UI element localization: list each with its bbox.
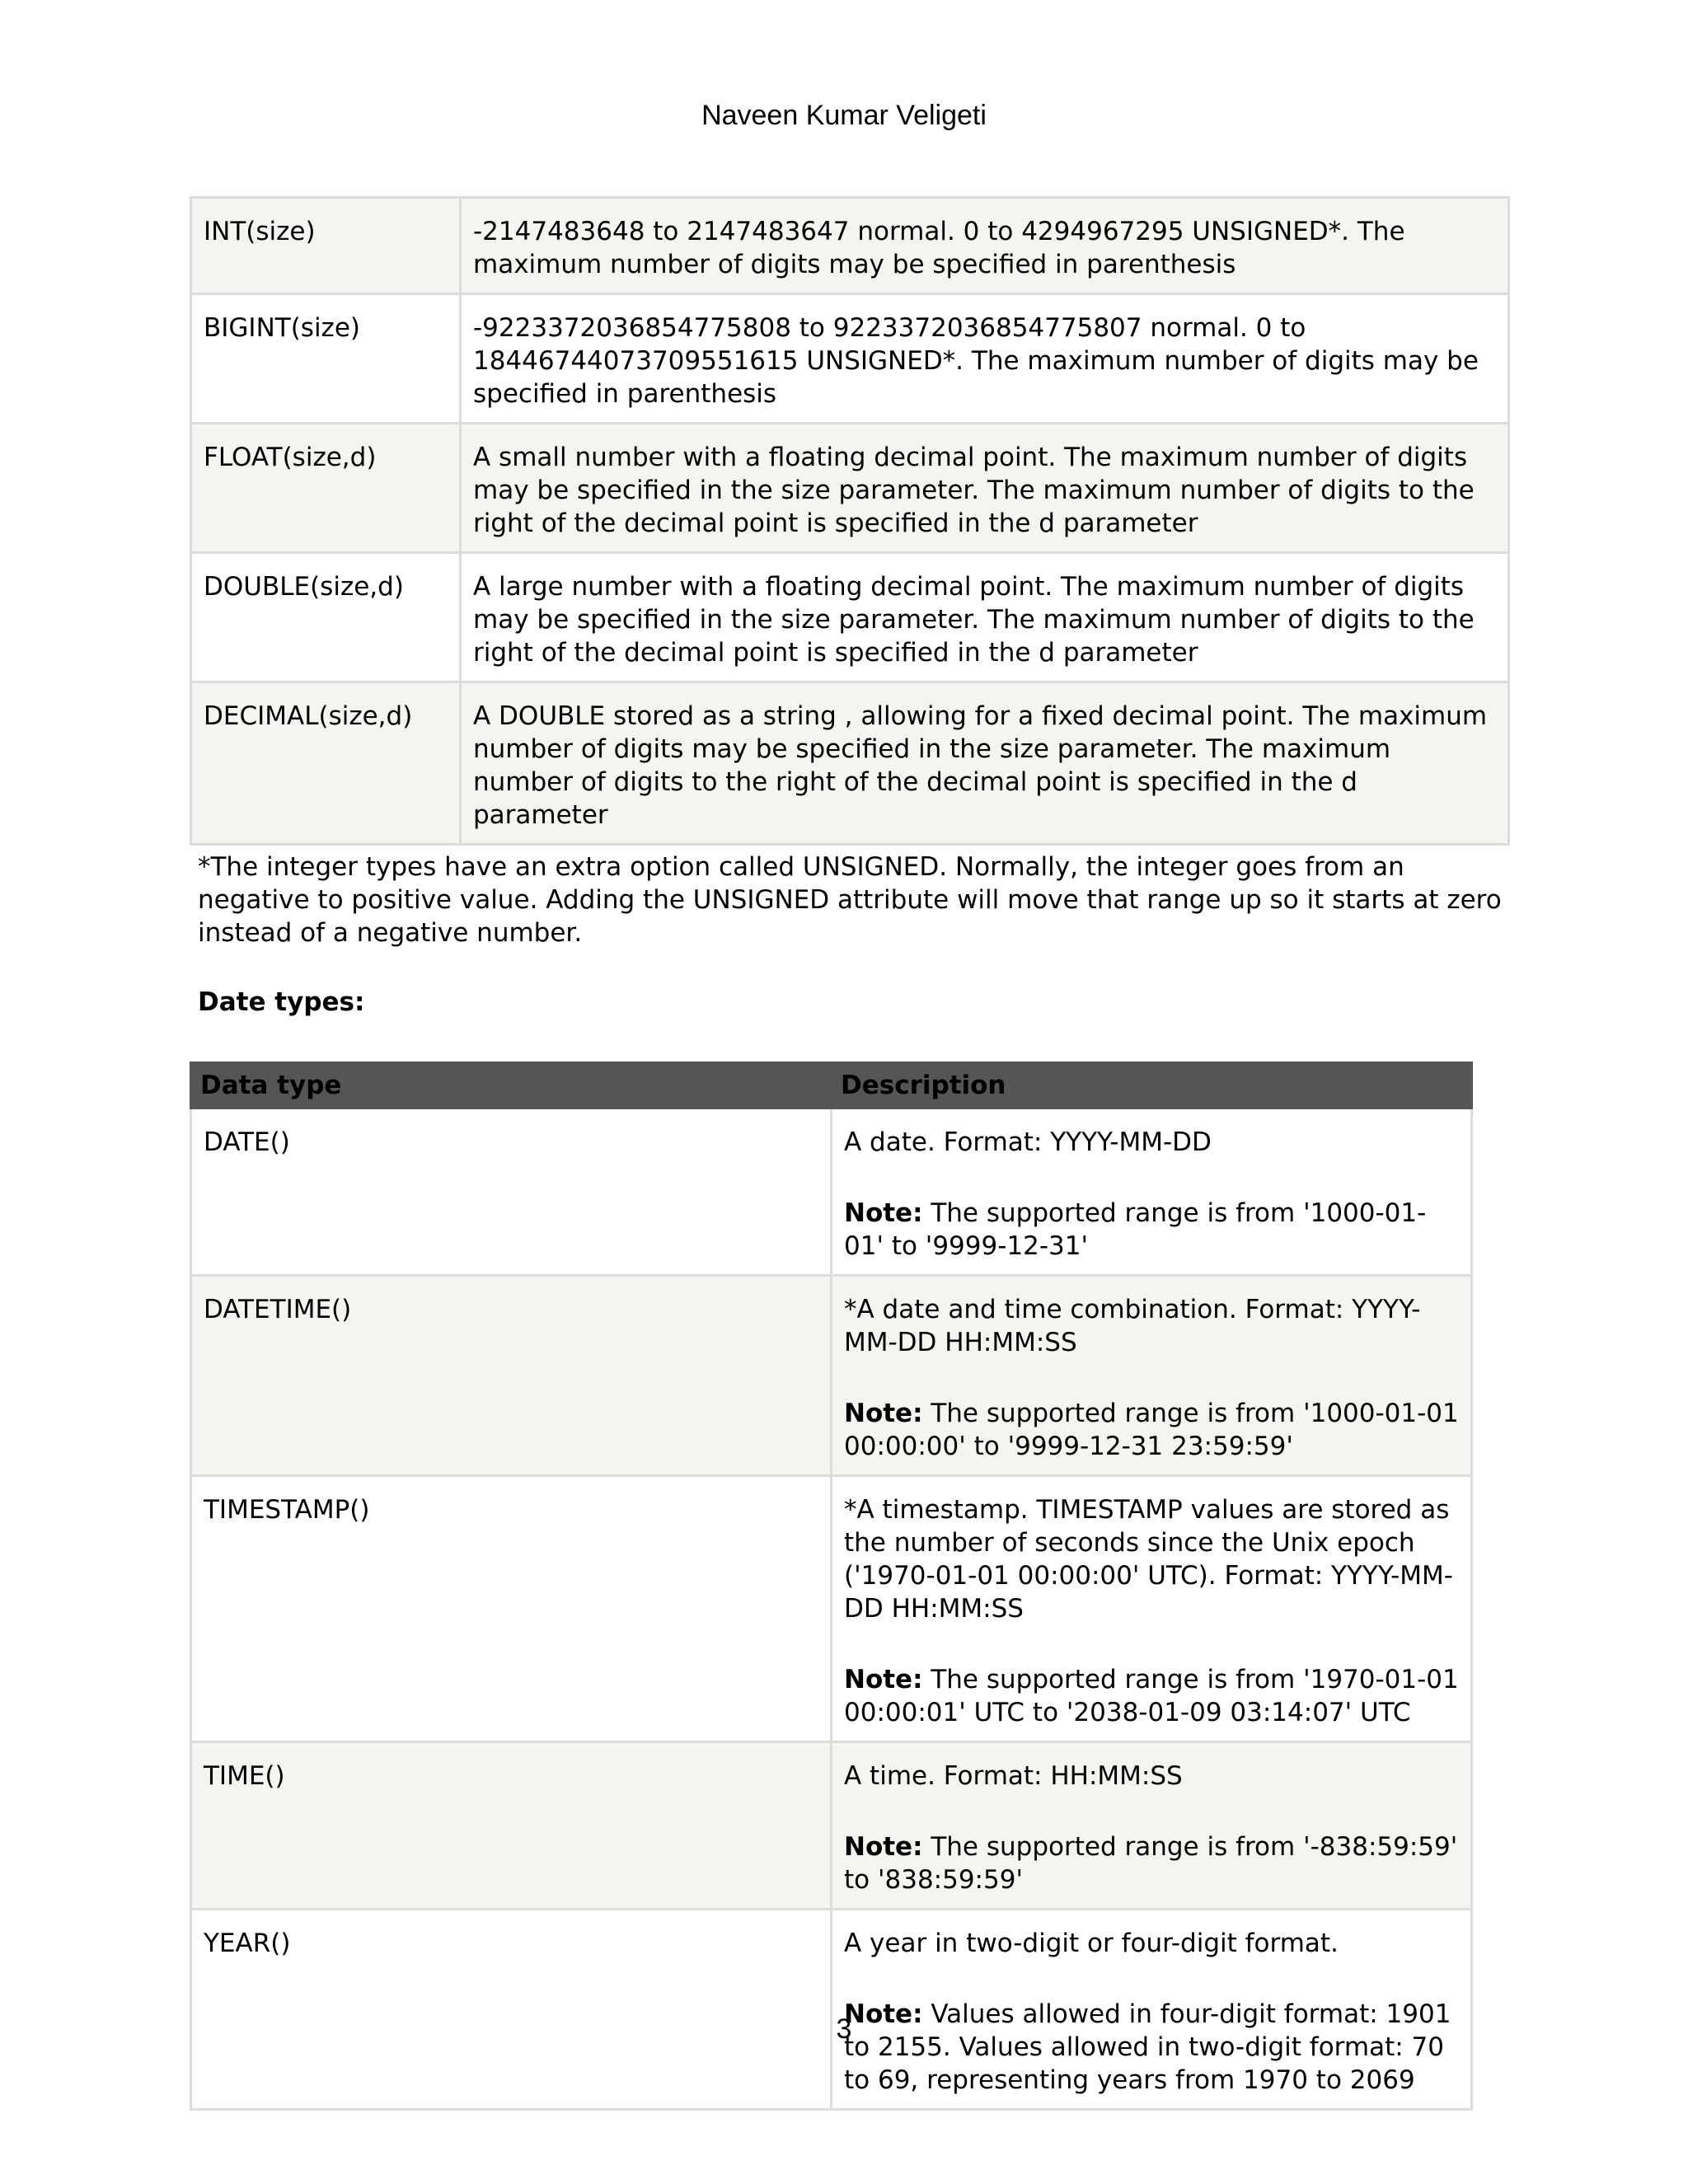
numeric-types-table xyxy=(190,196,1510,846)
column-header-data-type: Data type xyxy=(191,1063,832,1108)
table-row xyxy=(191,1742,1472,1910)
description-text: A time. Format: HH:MM:SS xyxy=(844,1761,1183,1791)
note-body: The supported range is from '1000-01-01 00:00:00' to '9999-12-31 23:59:59' xyxy=(844,1399,1459,1461)
description-cell: A DOUBLE stored as a string , allowing for a fixed decimal point. The maximum number of digits may be specified in the size parameter. The maximum number of digits to the right of the decimal point is specified in the d parameter xyxy=(461,682,1509,845)
type-cell: DOUBLE(size,d) xyxy=(191,553,461,682)
column-header-description: Description xyxy=(832,1063,1472,1108)
note-body: Values allowed in four-digit format: 1901 to 2155. Values allowed in two-digit format: 70 to 69, representing years from 1970 to 2069 xyxy=(844,1999,1451,2095)
note-label: Note: xyxy=(844,1832,923,1862)
description-cell xyxy=(832,1276,1472,1476)
type-cell: DATETIME() xyxy=(191,1276,832,1476)
description-cell: -9223372036854775808 to 9223372036854775807 normal. 0 to 18446744073709551615 UNSIGNED*. The maximum number of digits may be specified in parenthesis xyxy=(461,294,1509,424)
type-cell: TIMESTAMP() xyxy=(191,1476,832,1742)
note-label: Note: xyxy=(844,1665,923,1694)
type-cell: DATE() xyxy=(191,1108,832,1276)
unsigned-footnote: *The integer types have an extra option called UNSIGNED. Normally, the integer goes from an negative to positive value. Adding the UNSIGNED attribute will move that range up so it starts at zero instead of a negative number. xyxy=(198,852,1502,948)
page-number: 3 xyxy=(836,2013,852,2045)
description-cell xyxy=(832,1742,1472,1910)
table-header-row xyxy=(191,1063,1472,1108)
type-cell: BIGINT(size) xyxy=(191,294,461,424)
table-row xyxy=(191,1476,1472,1742)
table-row xyxy=(191,1108,1472,1276)
table-row xyxy=(191,1910,1472,2110)
table-row xyxy=(191,294,1509,424)
note-text xyxy=(844,1397,1459,1463)
description-cell xyxy=(832,1108,1472,1276)
note-text xyxy=(844,1663,1459,1729)
type-cell: YEAR() xyxy=(191,1910,832,2110)
description-cell: A large number with a floating decimal point. The maximum number of digits may be specified in the size parameter. The maximum number of digits to the right of the decimal point is specified in the d parameter xyxy=(461,553,1509,682)
description-cell xyxy=(832,1910,1472,2110)
description-text: *A timestamp. TIMESTAMP values are stored as the number of seconds since the Unix epoch ('1970-01-01 00:00:00' UTC). Format: YYYY-MM-DD HH:MM:SS xyxy=(844,1495,1453,1624)
type-cell: FLOAT(size,d) xyxy=(191,424,461,553)
note-label: Note: xyxy=(844,1399,923,1428)
date-types-table xyxy=(190,1062,1473,2111)
note-text xyxy=(844,1830,1459,1896)
note-label: Note: xyxy=(844,1198,923,1228)
table-row xyxy=(191,553,1509,682)
table-row xyxy=(191,682,1509,845)
note-body: The supported range is from '1000-01-01' to '9999-12-31' xyxy=(844,1198,1427,1261)
table-row xyxy=(191,198,1509,294)
page-header-author: Naveen Kumar Veligeti xyxy=(701,100,987,131)
description-cell: -2147483648 to 2147483647 normal. 0 to 4294967295 UNSIGNED*. The maximum number of digits may be specified in parenthesis xyxy=(461,198,1509,294)
description-cell: A small number with a floating decimal point. The maximum number of digits may be specified in the size parameter. The maximum number of digits to the right of the decimal point is specified in the d parameter xyxy=(461,424,1509,553)
note-text xyxy=(844,1197,1459,1263)
date-types-heading: Date types: xyxy=(198,987,365,1017)
table-row xyxy=(191,1276,1472,1476)
note-body: The supported range is from '-838:59:59' to '838:59:59' xyxy=(844,1832,1458,1895)
description-text: A date. Format: YYYY-MM-DD xyxy=(844,1127,1212,1157)
type-cell: DECIMAL(size,d) xyxy=(191,682,461,845)
description-cell xyxy=(832,1476,1472,1742)
note-body: The supported range is from '1970-01-01 00:00:01' UTC to '2038-01-09 03:14:07' UTC xyxy=(844,1665,1459,1727)
table-row xyxy=(191,424,1509,553)
description-text: A year in two-digit or four-digit format. xyxy=(844,1929,1339,1958)
type-cell: INT(size) xyxy=(191,198,461,294)
description-text: *A date and time combination. Format: YYYY-MM-DD HH:MM:SS xyxy=(844,1295,1421,1357)
note-label: Note: xyxy=(844,1999,923,2029)
type-cell: TIME() xyxy=(191,1742,832,1910)
